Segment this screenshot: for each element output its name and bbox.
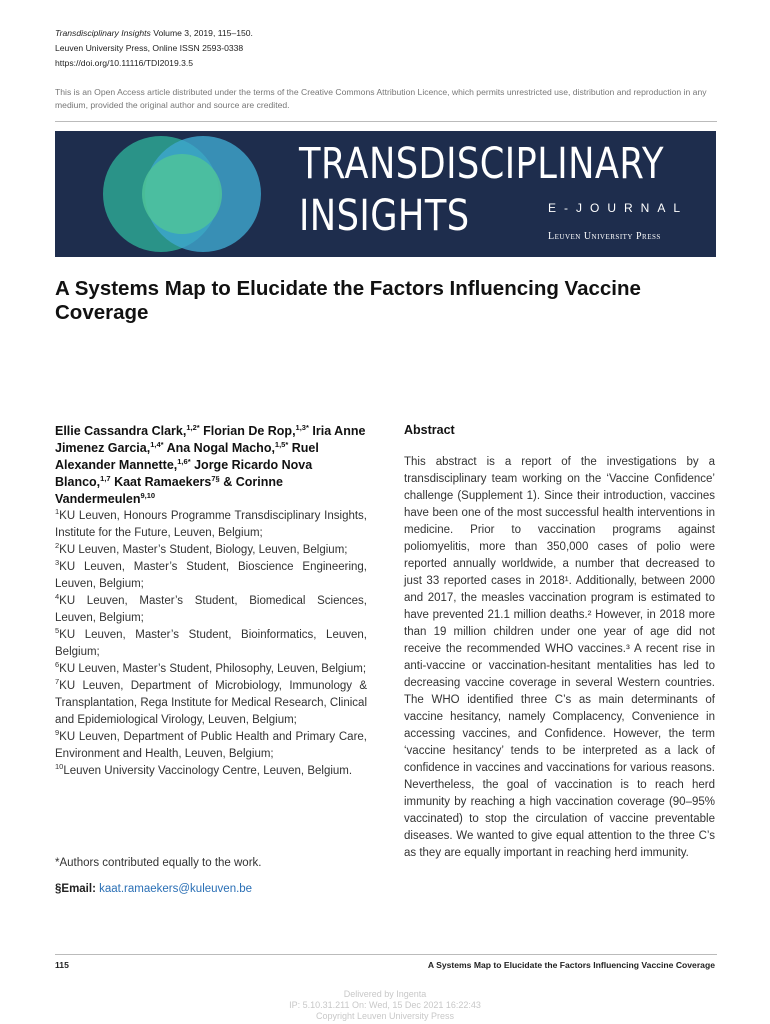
email-label: §Email:	[55, 883, 96, 895]
abstract-heading: Abstract	[404, 423, 455, 437]
footer-divider	[55, 954, 717, 955]
affiliation: $^6$KU Leuven, Master’s Student, Philosophy, Leuven, Belgium;	[55, 660, 367, 675]
doi-link[interactable]: https://doi.org/10.11116/TDI2019.3.5	[55, 58, 194, 68]
license-text: This is an Open Access article distributed under the terms of the Creative Commons Attribution Licence, which permits unrestricted use, distribution and reproduction in any medium, provided the original author and source are credited.	[55, 87, 707, 110]
author-name: & Corinne Vandermeulen	[55, 475, 283, 506]
affiliation: $^{10}$Leuven University Vaccinology Centre, Leuven, Belgium.	[55, 762, 353, 777]
corresponding-email	[55, 883, 252, 895]
affiliation: $^3$KU Leuven, Master’s Student, Bioscience Engineering, Leuven, Belgium;	[55, 558, 367, 590]
banner-press: Leuven University Press	[548, 231, 661, 242]
affiliation: $^7$KU Leuven, Department of Microbiology, Immunology & Transplantation, Rega Institute for Medical Research, Clinical and Epidemiological Virology, Leuven, Belgium;	[55, 677, 367, 726]
journal-logo-circles	[55, 131, 295, 257]
article-title: A Systems Map to Elucidate the Factors Influencing Vaccine Coverage	[55, 277, 641, 324]
author-name: Kaat Ramaekers	[114, 475, 212, 489]
publisher-line: Leuven University Press, Online ISSN 2593-0338	[55, 43, 244, 53]
header-divider	[55, 121, 717, 122]
running-head: A Systems Map to Elucidate the Factors Influencing Vaccine Coverage	[427, 960, 715, 970]
author-name: Ruel Alexander Mannette,	[55, 441, 319, 472]
email-link[interactable]: kaat.ramaekers@kuleuven.be	[99, 883, 253, 895]
author-list: Ellie Cassandra Clark,$^{1,2*}$ Florian De Rop,$^{1,3*}$ Iria Anne Jimenez Garcia,$^{1,4*}$ Ana Nogal Macho,$^{1,5*}$ Ruel Alexander Mannette,$^{1,6*}$ Jorge Ricardo Nova Blanco,$^{1,7}$ Kaat Ramaekers$^{7\S}$ & Corinne Vandermeulen$^{9,10}$	[55, 422, 366, 506]
author-name: Florian De Rop,	[203, 424, 296, 438]
citation-volume: Volume 3, 2019, 115–150.	[150, 28, 253, 38]
abstract-body: This abstract is a report of the investigations by a transdisciplinary team working on the ‘Vaccine Confidence’ challenge (Supplement 1). Since their introduction, vaccines have been one of the most successful health interventions in medicine. Prior to vaccination programs against poliomyelitis, more than 350,000 cases of polio were reported annually worldwide, a number that decreased to just 33 reported cases in 2018¹. Additionally, between 2000 and 2017, the measles vaccination program is estimated to have prevented 21.1 million deaths.² However, in 2018 more than 19 million children under one year of age did not receive the recommended WHO vaccines.³ A recent rise in anti-vaccine or vaccination-hesitant mentalities has led to decreasing vaccine coverage in several Western countries. The WHO identified three C’s as main determinants of vaccine hesitancy, namely Complacency, Convenience in accessing vaccines, and Confidence. However, the term ‘vaccine hesitancy’ tends to be interpreted as a lack of confidence in vaccines and vaccinations for various reasons. Nevertheless, the goal of vaccination is to reach herd immunity by reaching a high vaccination coverage (90–95% vaccinated) to stop the circulation of vaccine preventable diseases. We wanted to give equal attention to the three C’s as they are equally important in reaching herd immunity.	[404, 456, 715, 859]
affiliation: $^1$KU Leuven, Honours Programme Transdisciplinary Insights, Institute for the Future, Leuven, Belgium;	[55, 507, 367, 539]
author-name: Ellie Cassandra Clark,	[55, 424, 187, 438]
affiliation-list	[55, 508, 367, 780]
download-watermark: Delivered by Ingenta IP: 5.10.31.211 On: Wed, 15 Dec 2021 16:22:43 Copyright Leuven University Press	[289, 989, 481, 1021]
affiliation: $^2$KU Leuven, Master’s Student, Biology, Leuven, Belgium;	[55, 541, 348, 556]
author-name: Jorge Ricardo Nova Blanco,	[55, 458, 313, 489]
banner-title-line1: TRANSDISCIPLINARY	[299, 139, 665, 189]
equal-contribution-note: *Authors contributed equally to the work.	[55, 857, 262, 869]
journal-banner	[55, 131, 716, 257]
page-number: 115	[55, 960, 69, 970]
affiliation: $^9$KU Leuven, Department of Public Health and Primary Care, Environment and Health, Leuven, Belgium;	[55, 728, 367, 760]
banner-ejournal: E-JOURNAL	[548, 201, 689, 215]
author-name: Ana Nogal Macho,	[166, 441, 275, 455]
affiliation: $^5$KU Leuven, Master’s Student, Bioinformatics, Leuven, Belgium;	[55, 626, 367, 658]
author-name: Iria Anne Jimenez Garcia,	[55, 424, 366, 455]
affiliation: $^4$KU Leuven, Master’s Student, Biomedical Sciences, Leuven, Belgium;	[55, 592, 367, 624]
journal-name: Transdisciplinary Insights	[55, 28, 151, 38]
banner-title-line2: INSIGHTS	[299, 191, 470, 241]
citation-header	[55, 26, 253, 71]
